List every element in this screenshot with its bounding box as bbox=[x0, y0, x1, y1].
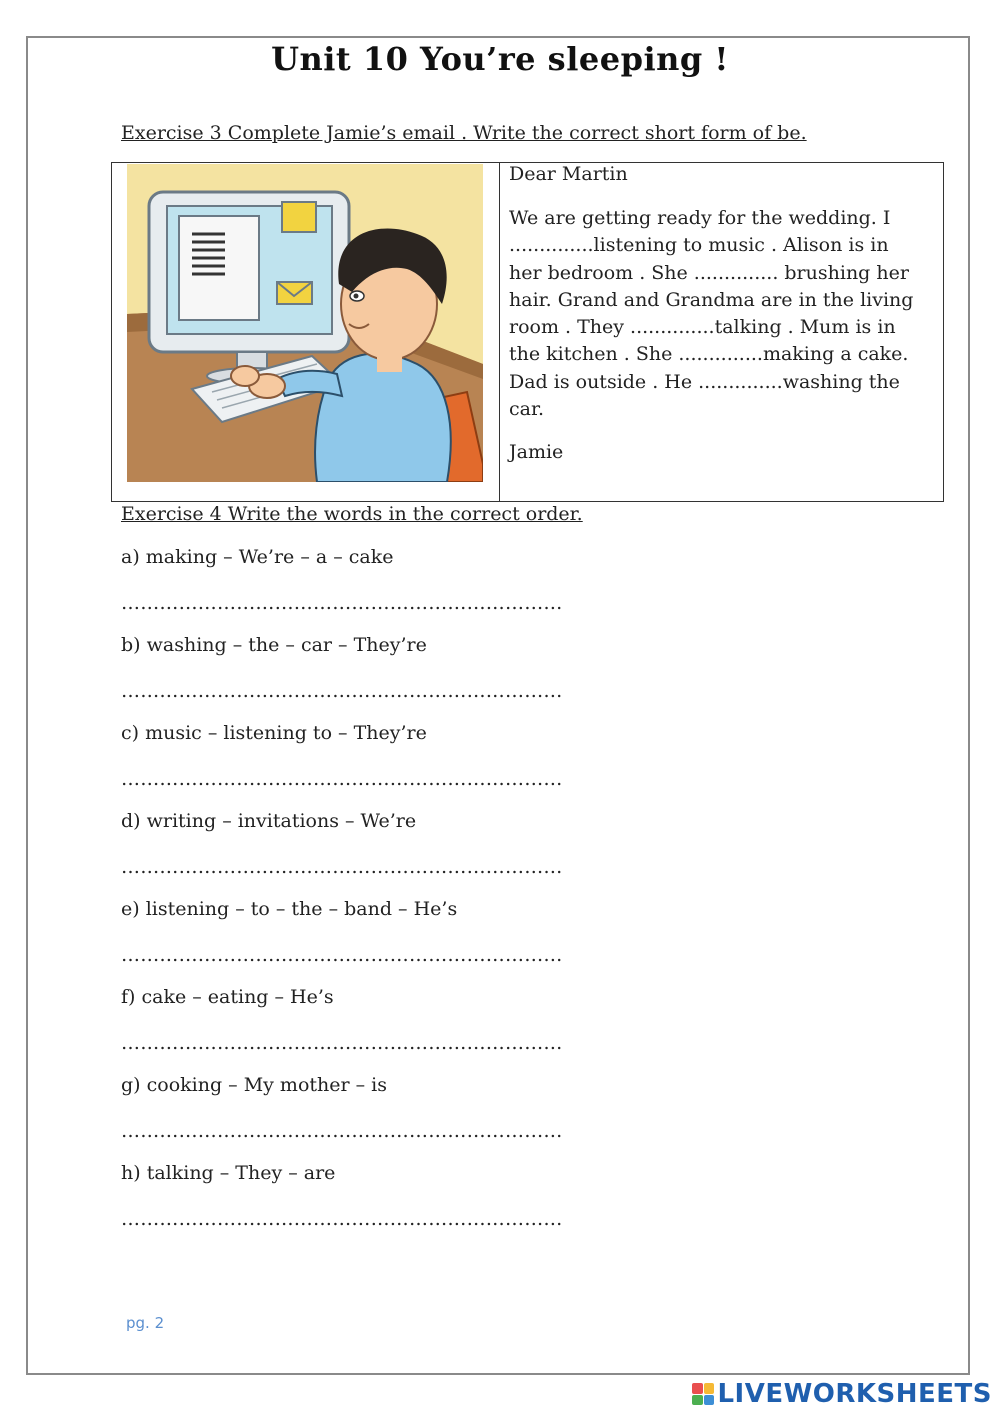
answer-line-h[interactable]: …………………………………………………………… bbox=[121, 1208, 563, 1230]
table-column-divider bbox=[499, 163, 500, 501]
email-line[interactable]: Dad is outside . He ..............washing the bbox=[509, 370, 900, 393]
exercise-4-item-c: c) music – listening to – They’re bbox=[121, 722, 427, 744]
email-line: We are getting ready for the wedding. I bbox=[509, 207, 891, 229]
exercise-4-heading: Exercise 4 Write the words in the correct order. bbox=[121, 503, 583, 525]
email-signoff: Jamie bbox=[509, 441, 564, 463]
email-line[interactable]: room . They ..............talking . Mum is in bbox=[509, 316, 896, 339]
exercise-3-heading: Exercise 3 Complete Jamie’s email . Write the correct short form of be. bbox=[121, 122, 807, 144]
liveworksheets-brand[interactable] bbox=[692, 1380, 992, 1408]
email-body bbox=[509, 205, 934, 423]
exercise-4-item-b: b) washing – the – car – They’re bbox=[121, 634, 427, 656]
email-table bbox=[111, 162, 944, 502]
answer-line-e[interactable]: …………………………………………………………… bbox=[121, 944, 563, 966]
answer-line-b[interactable]: …………………………………………………………… bbox=[121, 680, 563, 702]
boy-at-computer-illustration bbox=[127, 164, 483, 482]
email-line[interactable]: her bedroom . She .............. brushing her bbox=[509, 261, 909, 284]
exercise-4-item-e: e) listening – to – the – band – He’s bbox=[121, 898, 458, 920]
page-number: pg. 2 bbox=[126, 1314, 165, 1332]
email-line: hair. Grand and Grandma are in the living bbox=[509, 288, 914, 311]
email-line: car. bbox=[509, 398, 545, 421]
brand-text: LIVEWORKSHEETS bbox=[717, 1379, 992, 1409]
email-line[interactable]: ..............listening to music . Alison is in bbox=[509, 234, 889, 257]
exercise-4-item-h: h) talking – They – are bbox=[121, 1162, 336, 1184]
liveworksheets-logo-icon bbox=[692, 1383, 714, 1405]
email-line[interactable]: the kitchen . She ..............making a cake. bbox=[509, 343, 909, 366]
answer-line-f[interactable]: …………………………………………………………… bbox=[121, 1032, 563, 1054]
page-title: Unit 10 You’re sleeping ! bbox=[271, 40, 729, 78]
answer-line-a[interactable]: …………………………………………………………… bbox=[121, 592, 563, 614]
answer-line-g[interactable]: …………………………………………………………… bbox=[121, 1120, 563, 1142]
exercise-4-item-a: a) making – We’re – a – cake bbox=[121, 546, 394, 568]
answer-line-c[interactable]: …………………………………………………………… bbox=[121, 768, 563, 790]
exercise-4-item-d: d) writing – invitations – We’re bbox=[121, 810, 417, 832]
email-greeting: Dear Martin bbox=[509, 163, 628, 185]
answer-line-d[interactable]: …………………………………………………………… bbox=[121, 856, 563, 878]
exercise-4-item-g: g) cooking – My mother – is bbox=[121, 1074, 387, 1096]
exercise-4-item-f: f) cake – eating – He’s bbox=[121, 986, 334, 1008]
